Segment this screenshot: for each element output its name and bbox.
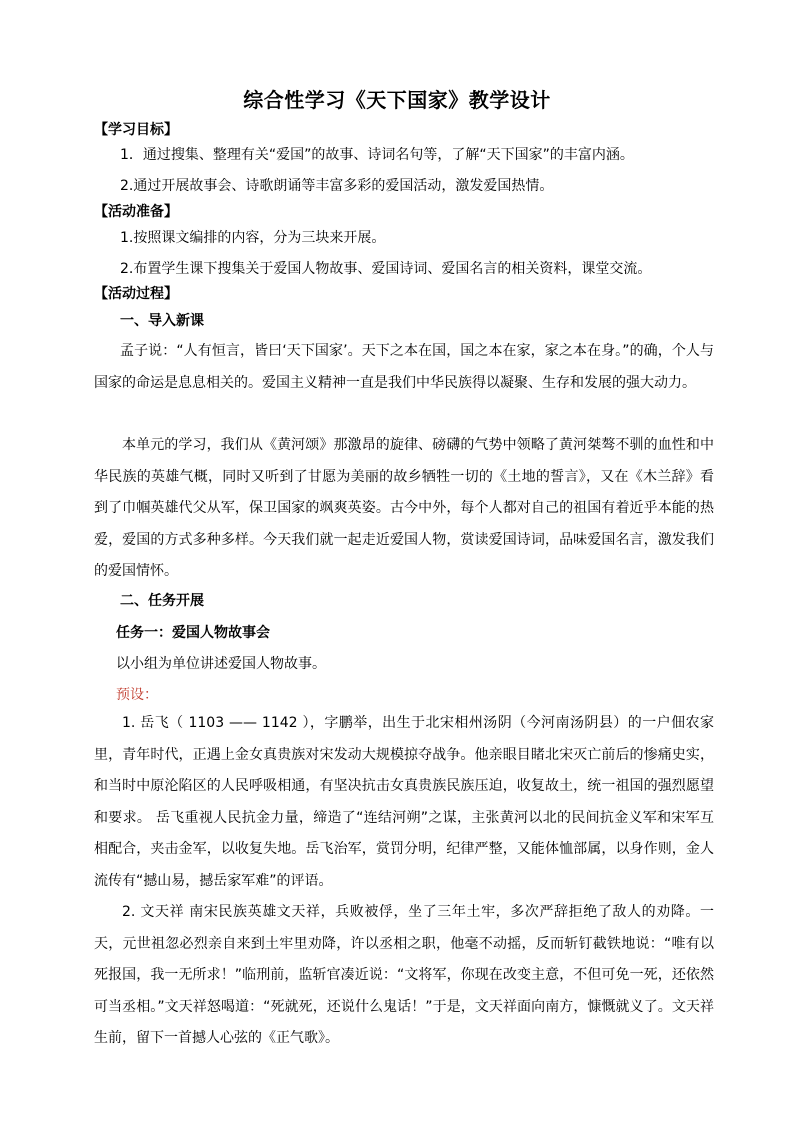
section-heading-goals: 【学习目标】 xyxy=(94,122,178,138)
section-heading-process: 【活动过程】 xyxy=(94,286,178,302)
section-heading-prep: 【活动准备】 xyxy=(94,204,178,220)
document-title: 综合性学习《天下国家》教学设计 xyxy=(243,88,551,112)
task1-title: 任务一：爱国人物故事会 xyxy=(116,625,270,641)
part1-heading: 一、导入新课 xyxy=(120,313,204,329)
goal-item-2: 2.通过开展故事会、诗歌朗诵等丰富多彩的爱国活动，激发爱国热情。 xyxy=(120,178,554,194)
intro-paragraph-2: 本单元的学习，我们从《黄河颂》那激昂的旋律、磅礴的气势中领略了黄河桀骜不驯的血性和中华民族的英雄气概，同时又听到了甘愿为美丽的故乡牺牲一切的《土地的誓言》，又在《木兰辞》看到了巾帼英雄代父从军，保卫国家的飒爽英姿。古今中外，每个人都对自己的祖国有着近乎本能的热爱，爱国的方式多种多样。今天我们就一起走近爱国人物，赏读爱国诗词，品味爱国名言，激发我们的爱国情怀。 xyxy=(94,437,714,579)
story-wen-tianxiang: 2. 文天祥 南宋民族英雄文天祥，兵败被俘，坐了三年土牢，多次严辞拒绝了敌人的劝降。一天，元世祖忽必烈亲自来到土牢里劝降，许以丞相之职，他毫不动摇，反而斩钉截铁地说：“唯有以死报国，我一无所求！”临刑前，监斩官凑近说：“文将军，你现在改变主意，不但可免一死，还依然可当丞相。”文天祥怒喝道：“死就死，还说什么鬼话！”于是，文天祥面向南方，慷慨就义了。文天祥生前，留下一首撼人心弦的《正气歌》。 xyxy=(94,904,714,1046)
task1-description: 以小组为单位讲述爱国人物故事。 xyxy=(116,656,326,672)
intro-paragraph-1: 孟子说：“人有恒言，皆曰‘天下国家’。天下之本在国，国之本在家，家之本在身。”的确，个人与国家的命运是息息相关的。爱国主义精神一直是我们中华民族得以凝聚、生存和发展的强大动力。 xyxy=(94,343,714,391)
part2-heading: 二、任务开展 xyxy=(120,593,204,609)
goal-item-1: 1．通过搜集、整理有关“爱国”的故事、诗词名句等，了解“天下国家”的丰富内涵。 xyxy=(120,147,634,163)
prep-item-1: 1.按照课文编排的内容，分为三块来开展。 xyxy=(120,230,386,246)
story-yue-fei: 1. 岳飞（ 1103 —— 1142 ），字鹏举，出生于北宋相州汤阴（今河南汤阴县）的一户佃农家里，青年时代，正遇上金女真贵族对宋发动大规模掠夺战争。他亲眼目睹北宋灭亡前后的惨痛史实，和当时中原沦陷区的人民呼吸相通，有坚决抗击女真贵族民族压迫，收复故土，统一祖国的强烈愿望和要求。 岳飞重视人民抗金力量，缔造了“连结河朔”之谋，主张黄河以北的民间抗金义军和宋军互相配合，夹击金军，以收复失地。岳飞治军，赏罚分明，纪律严整，又能体恤部属，以身作则，金人流传有“撼山易，撼岳家军难”的评语。 xyxy=(94,715,714,889)
preset-label: 预设： xyxy=(116,687,158,703)
prep-item-2: 2.布置学生课下搜集关于爱国人物故事、爱国诗词、爱国名言的相关资料，课堂交流。 xyxy=(120,261,652,277)
